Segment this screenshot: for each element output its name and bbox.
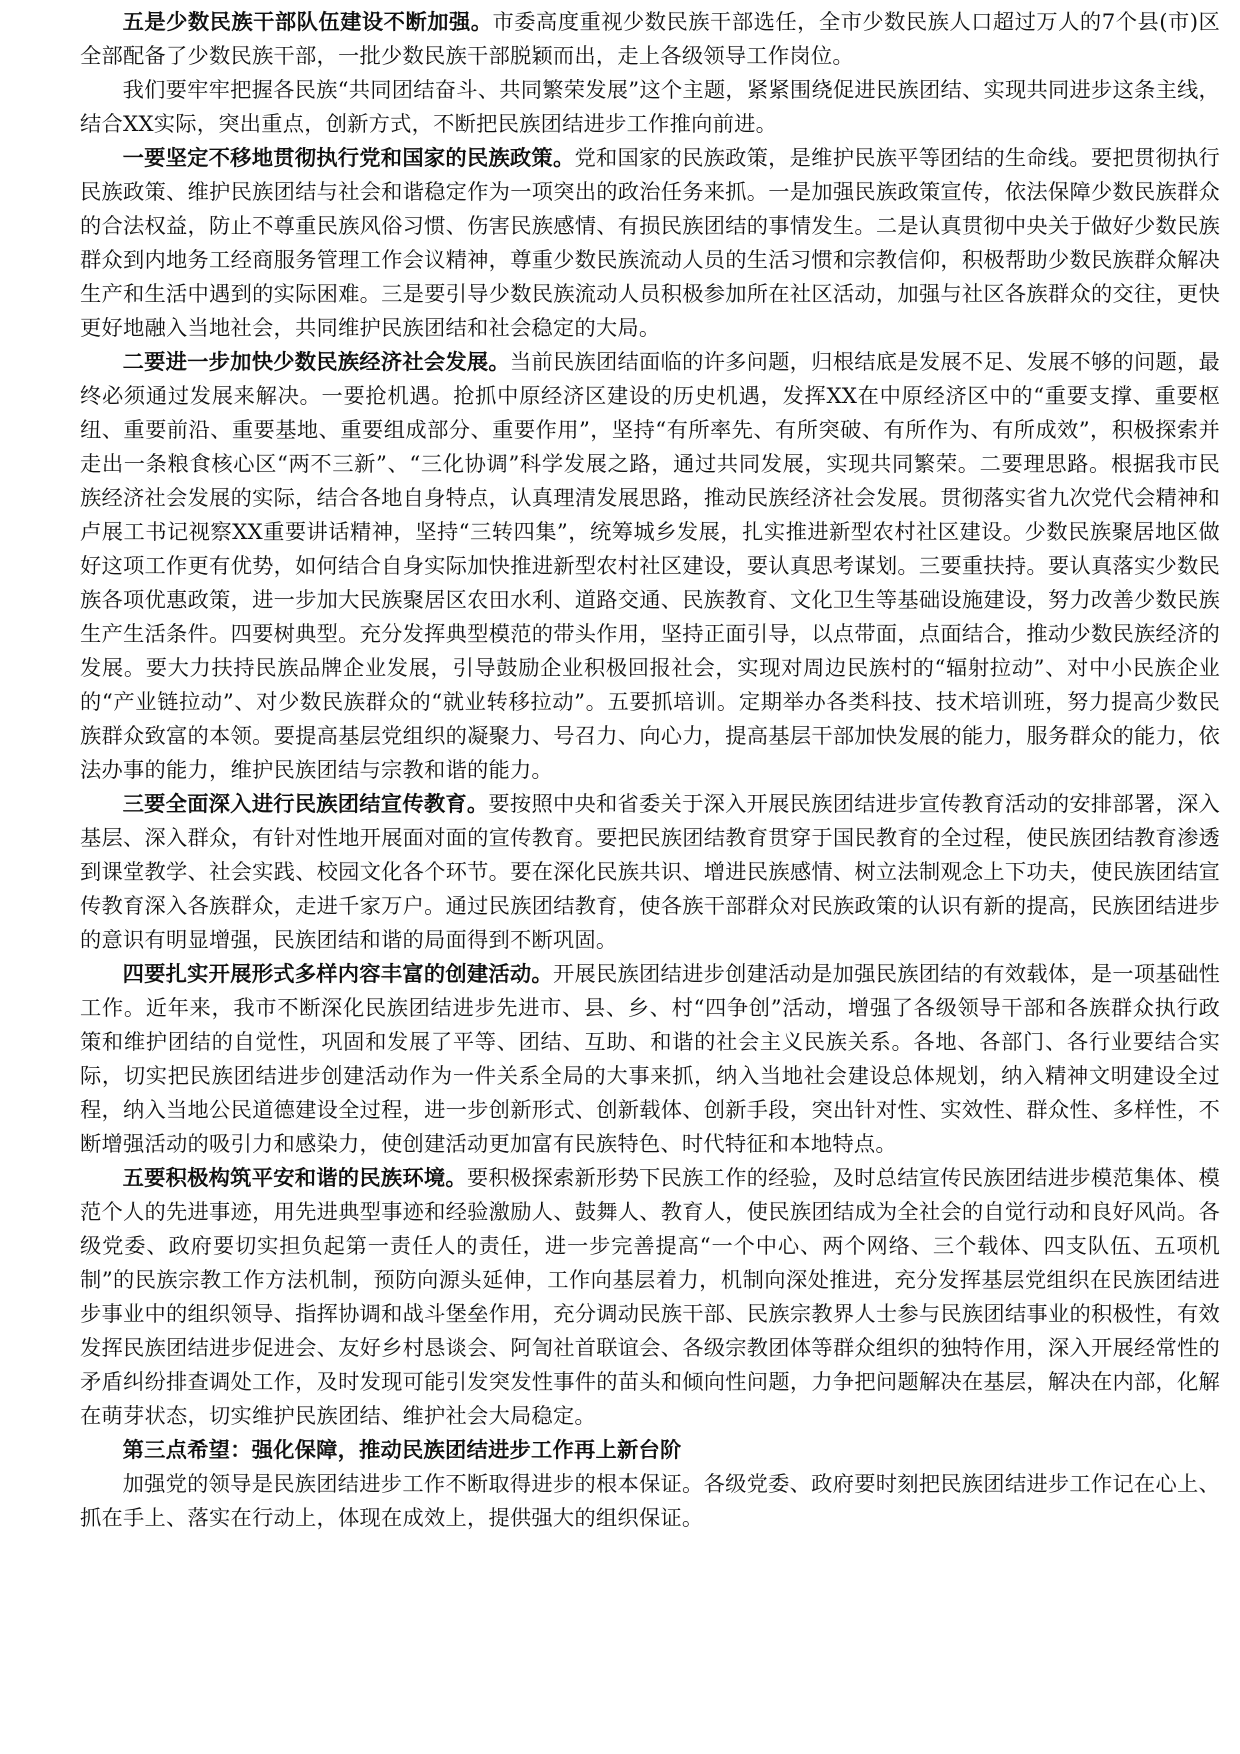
paragraph-2-body: 我们要牢牢把握各民族“共同团结奋斗、共同繁荣发展”这个主题，紧紧围绕促进民族团结、实现共同进步这条主线，结合XX实际，突出重点，创新方式，不断把民族团结进步工作推向前进。 <box>80 78 1220 137</box>
paragraph-1 <box>80 6 1220 74</box>
paragraph-5 <box>80 788 1220 958</box>
section-heading-text: 第三点希望：强化保障，推动民族团结进步工作再上新台阶 <box>122 1438 682 1463</box>
paragraph-7-body: 要积极探索新形势下民族工作的经验，及时总结宣传民族团结进步模范集体、模范个人的先进事迹，用先进典型事迹和经验激励人、鼓舞人、教育人，使民族团结成为全社会的自觉行动和良好风尚。各级党委、政府要切实担负起第一责任人的责任，进一步完善提高“一个中心、两个网络、三个载体、四支队伍、五项机制”的民族宗教工作方法机制，预防向源头延伸，工作向基层着力，机制向深处推进，充分发挥基层党组织在民族团结进步事业中的组织领导、指挥协调和战斗堡垒作用，充分调动民族干部、民族宗教界人士参与民族团结事业的积极性，有效发挥民族团结进步促进会、友好乡村恳谈会、阿訇社首联谊会、各级宗教团体等群众组织的独特作用，深入开展经常性的矛盾纠纷排查调处工作，及时发现可能引发突发性事件的苗头和倾向性问题，力争把问题解决在基层，解决在内部，化解在萌芽状态，切实维护民族团结、维护社会大局稳定。 <box>80 1166 1220 1429</box>
paragraph-6-heading: 四要扎实开展形式多样内容丰富的创建活动。 <box>122 962 553 987</box>
paragraph-4 <box>80 346 1220 788</box>
paragraph-6 <box>80 958 1220 1162</box>
paragraph-1-heading: 五是少数民族干部队伍建设不断加强。 <box>122 10 493 35</box>
paragraph-2 <box>80 74 1220 142</box>
paragraph-3 <box>80 142 1220 346</box>
paragraph-4-body: 当前民族团结面临的许多问题，归根结底是发展不足、发展不够的问题，最终必须通过发展来解决。一要抢机遇。抢抓中原经济区建设的历史机遇，发挥XX在中原经济区中的“重要支撑、重要枢纽、重要前沿、重要基地、重要组成部分、重要作用”，坚持“有所率先、有所突破、有所作为、有所成效”，积极探索并走出一条粮食核心区“两不三新”、“三化协调”科学发展之路，通过共同发展，实现共同繁荣。二要理思路。根据我市民族经济社会发展的实际，结合各地自身特点，认真理清发展思路，推动民族经济社会发展。贯彻落实省九次党代会精神和卢展工书记视察XX重要讲话精神，坚持“三转四集”，统筹城乡发展，扎实推进新型农村社区建设。少数民族聚居地区做好这项工作更有优势，如何结合自身实际加快推进新型农村社区建设，要认真思考谋划。三要重扶持。要认真落实少数民族各项优惠政策，进一步加大民族聚居区农田水利、道路交通、民族教育、文化卫生等基础设施建设，努力改善少数民族生产生活条件。四要树典型。充分发挥典型模范的带头作用，坚持正面引导，以点带面，点面结合，推动少数民族经济的发展。要大力扶持民族品牌企业发展，引导鼓励企业积极回报社会，实现对周边民族村的“辐射拉动”、对中小民族企业的“产业链拉动”、对少数民族群众的“就业转移拉动”。五要抓培训。定期举办各类科技、技术培训班，努力提高少数民族群众致富的本领。要提高基层党组织的凝聚力、号召力、向心力，提高基层干部加快发展的能力，服务群众的能力，依法办事的能力，维护民族团结与宗教和谐的能力。 <box>80 350 1220 783</box>
paragraph-9 <box>80 1468 1220 1536</box>
section-heading <box>80 1434 1220 1468</box>
paragraph-3-heading: 一要坚定不移地贯彻执行党和国家的民族政策。 <box>122 146 575 171</box>
paragraph-7-heading: 五要积极构筑平安和谐的民族环境。 <box>122 1166 467 1191</box>
paragraph-1-body: 市委高度重视少数民族干部选任，全市少数民族人口超过万人的7个县(市)区全部配备了少数民族干部，一批少数民族干部脱颖而出，走上各级领导工作岗位。 <box>80 10 1221 69</box>
paragraph-5-body: 要按照中央和省委关于深入开展民族团结进步宣传教育活动的安排部署，深入基层、深入群众，有针对性地开展面对面的宣传教育。要把民族团结教育贯穿于国民教育的全过程，使民族团结教育渗透到课堂教学、社会实践、校园文化各个环节。要在深化民族共识、增进民族感情、树立法制观念上下功夫，使民族团结宣传教育深入各族群众，走进千家万户。通过民族团结教育，使各族干部群众对民族政策的认识有新的提高，民族团结进步的意识有明显增强，民族团结和谐的局面得到不断巩固。 <box>80 792 1220 953</box>
paragraph-4-heading: 二要进一步加快少数民族经济社会发展。 <box>122 350 510 375</box>
document-page <box>80 6 1220 1536</box>
paragraph-7 <box>80 1162 1220 1434</box>
paragraph-5-heading: 三要全面深入进行民族团结宣传教育。 <box>122 792 489 817</box>
paragraph-9-body: 加强党的领导是民族团结进步工作不断取得进步的根本保证。各级党委、政府要时刻把民族团结进步工作记在心上、抓在手上、落实在行动上，体现在成效上，提供强大的组织保证。 <box>80 1472 1220 1531</box>
paragraph-6-body: 开展民族团结进步创建活动是加强民族团结的有效载体，是一项基础性工作。近年来，我市不断深化民族团结进步先进市、县、乡、村“四争创”活动，增强了各级领导干部和各族群众执行政策和维护团结的自觉性，巩固和发展了平等、团结、互助、和谐的社会主义民族关系。各地、各部门、各行业要结合实际，切实把民族团结进步创建活动作为一件关系全局的大事来抓，纳入当地社会建设总体规划，纳入精神文明建设全过程，纳入当地公民道德建设全过程，进一步创新形式、创新载体、创新手段，突出针对性、实效性、群众性、多样性，不断增强活动的吸引力和感染力，使创建活动更加富有民族特色、时代特征和本地特点。 <box>80 962 1220 1157</box>
paragraph-3-body: 党和国家的民族政策，是维护民族平等团结的生命线。要把贯彻执行民族政策、维护民族团结与社会和谐稳定作为一项突出的政治任务来抓。一是加强民族政策宣传，依法保障少数民族群众的合法权益，防止不尊重民族风俗习惯、伤害民族感情、有损民族团结的事情发生。二是认真贯彻中央关于做好少数民族群众到内地务工经商服务管理工作会议精神，尊重少数民族流动人员的生活习惯和宗教信仰，积极帮助少数民族群众解决生产和生活中遇到的实际困难。三是要引导少数民族流动人员积极参加所在社区活动，加强与社区各族群众的交往，更快更好地融入当地社会，共同维护民族团结和社会稳定的大局。 <box>80 146 1221 341</box>
